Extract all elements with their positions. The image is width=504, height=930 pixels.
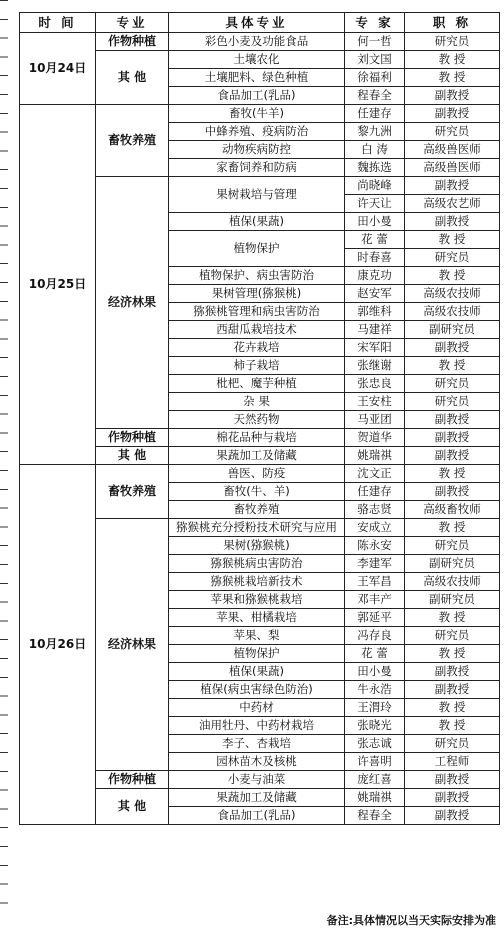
cell-specialty: 中蜂养殖、疫病防治	[169, 123, 345, 141]
cell-specialty: 食品加工(乳品)	[169, 87, 345, 105]
cell-expert: 花 蕾	[345, 231, 405, 249]
cell-expert: 徐福利	[345, 69, 405, 87]
cell-expert: 许喜明	[345, 753, 405, 771]
cell-specialty: 家畜饲养和防病	[169, 159, 345, 177]
table-body	[20, 33, 500, 825]
cell-title: 教 授	[405, 51, 500, 69]
cell-expert: 王渭玲	[345, 699, 405, 717]
cell-specialty: 兽医、防疫	[169, 465, 345, 483]
cell-title: 高级兽医师	[405, 141, 500, 159]
cell-category: 经济林果	[96, 519, 169, 771]
cell-title: 教 授	[405, 69, 500, 87]
header-major: 专业	[96, 13, 169, 33]
cell-title: 研究员	[405, 123, 500, 141]
cell-specialty: 苹果、梨	[169, 627, 345, 645]
cell-expert: 骆志贤	[345, 501, 405, 519]
cell-title: 高级农技师	[405, 303, 500, 321]
cell-title: 研究员	[405, 537, 500, 555]
cell-expert: 邓丰产	[345, 591, 405, 609]
cell-specialty: 枇杷、魔芋种植	[169, 375, 345, 393]
cell-specialty: 果蔬加工及储藏	[169, 789, 345, 807]
cell-title: 教 授	[405, 357, 500, 375]
cell-specialty: 植物保护、病虫害防治	[169, 267, 345, 285]
cell-title: 高级农技师	[405, 285, 500, 303]
footnote: 备注:具体情况以当天实际安排为准	[326, 914, 496, 927]
cell-expert: 李建军	[345, 555, 405, 573]
cell-expert: 程春全	[345, 87, 405, 105]
cell-title: 高级农艺师	[405, 195, 500, 213]
cell-expert: 庞红喜	[345, 771, 405, 789]
cell-specialty: 植物保护	[169, 645, 345, 663]
cell-expert: 宋军阳	[345, 339, 405, 357]
cell-specialty: 园林苗木及核桃	[169, 753, 345, 771]
cell-expert: 赵安军	[345, 285, 405, 303]
cell-specialty: 猕猴桃充分授粉技术研究与应用	[169, 519, 345, 537]
cell-expert: 张继谢	[345, 357, 405, 375]
cell-expert: 尚晓峰	[345, 177, 405, 195]
cell-specialty: 果树栽培与管理	[169, 177, 345, 213]
table-row	[20, 465, 500, 483]
cell-title: 副教授	[405, 411, 500, 429]
cell-expert: 时春喜	[345, 249, 405, 267]
cell-specialty: 猕猴桃栽培新技术	[169, 573, 345, 591]
cell-title: 副教授	[405, 771, 500, 789]
header-title: 职 称	[405, 13, 500, 33]
cell-category: 作物种植	[96, 429, 169, 447]
cell-expert: 康克功	[345, 267, 405, 285]
cell-expert: 刘文国	[345, 51, 405, 69]
cell-expert: 任建存	[345, 483, 405, 501]
cell-specialty: 土壤肥料、绿色种植	[169, 69, 345, 87]
cell-expert: 张忠良	[345, 375, 405, 393]
header-time: 时 间	[20, 13, 96, 33]
cell-title: 副教授	[405, 681, 500, 699]
cell-expert: 许天让	[345, 195, 405, 213]
cell-specialty: 苹果、柑橘栽培	[169, 609, 345, 627]
cell-title: 研究员	[405, 375, 500, 393]
cell-specialty: 猕猴桃管理和病虫害防治	[169, 303, 345, 321]
cell-title: 教 授	[405, 717, 500, 735]
cell-expert: 白 涛	[345, 141, 405, 159]
cell-expert: 黎九洲	[345, 123, 405, 141]
cell-title: 教 授	[405, 231, 500, 249]
cell-date: 10月24日	[20, 33, 96, 105]
cell-expert: 田小曼	[345, 213, 405, 231]
cell-expert: 陈永安	[345, 537, 405, 555]
cell-title: 教 授	[405, 609, 500, 627]
cell-expert: 马建祥	[345, 321, 405, 339]
cell-title: 研究员	[405, 249, 500, 267]
table-row	[20, 105, 500, 123]
cell-title: 研究员	[405, 33, 500, 51]
cell-date: 10月26日	[20, 465, 96, 825]
cell-specialty: 畜牧(牛羊)	[169, 105, 345, 123]
cell-category: 其 他	[96, 51, 169, 105]
cell-title: 副教授	[405, 177, 500, 195]
cell-specialty: 植保(果蔬)	[169, 663, 345, 681]
cell-specialty: 天然药物	[169, 411, 345, 429]
cell-category: 经济林果	[96, 177, 169, 429]
cell-title: 工程师	[405, 753, 500, 771]
cell-title: 副教授	[405, 339, 500, 357]
cell-category: 畜牧养殖	[96, 105, 169, 177]
cell-category: 畜牧养殖	[96, 465, 169, 519]
cell-expert: 姚瑞祺	[345, 789, 405, 807]
cell-specialty: 果树(猕猴桃)	[169, 537, 345, 555]
cell-expert: 张志诚	[345, 735, 405, 753]
cell-title: 研究员	[405, 627, 500, 645]
cell-specialty: 杂 果	[169, 393, 345, 411]
cell-category: 其 他	[96, 447, 169, 465]
cell-title: 高级畜牧师	[405, 501, 500, 519]
cell-expert: 牛永浩	[345, 681, 405, 699]
cell-specialty: 畜牧(牛、羊)	[169, 483, 345, 501]
cell-expert: 郭维科	[345, 303, 405, 321]
cell-expert: 郭延平	[345, 609, 405, 627]
cell-title: 副研究员	[405, 555, 500, 573]
cell-expert: 王军昌	[345, 573, 405, 591]
cell-title: 副研究员	[405, 321, 500, 339]
cell-specialty: 土壤农化	[169, 51, 345, 69]
cell-title: 副教授	[405, 447, 500, 465]
cell-title: 副教授	[405, 789, 500, 807]
cell-title: 副教授	[405, 87, 500, 105]
cell-specialty: 果蔬加工及储藏	[169, 447, 345, 465]
cell-category: 作物种植	[96, 771, 169, 789]
cell-title: 教 授	[405, 645, 500, 663]
cell-specialty: 食品加工(乳品)	[169, 807, 345, 825]
cell-specialty: 动物疾病防控	[169, 141, 345, 159]
cell-expert: 任建存	[345, 105, 405, 123]
left-edge-lines	[0, 0, 8, 912]
cell-expert: 安成立	[345, 519, 405, 537]
cell-specialty: 彩色小麦及功能食品	[169, 33, 345, 51]
cell-expert: 张晓光	[345, 717, 405, 735]
expert-schedule-table	[19, 12, 500, 825]
cell-specialty: 小麦与油菜	[169, 771, 345, 789]
cell-specialty: 果树管理(猕猴桃)	[169, 285, 345, 303]
cell-title: 副教授	[405, 213, 500, 231]
cell-title: 副教授	[405, 807, 500, 825]
cell-title: 副教授	[405, 663, 500, 681]
cell-expert: 花 蕾	[345, 645, 405, 663]
cell-specialty: 李子、杏栽培	[169, 735, 345, 753]
header-specific: 具体专业	[169, 13, 345, 33]
cell-expert: 冯存良	[345, 627, 405, 645]
cell-expert: 姚瑞祺	[345, 447, 405, 465]
cell-date: 10月25日	[20, 105, 96, 465]
cell-specialty: 猕猴桃病虫害防治	[169, 555, 345, 573]
table-header-row	[20, 13, 500, 33]
cell-category: 作物种植	[96, 33, 169, 51]
cell-title: 高级农技师	[405, 573, 500, 591]
cell-title: 副教授	[405, 483, 500, 501]
cell-title: 教 授	[405, 465, 500, 483]
cell-expert: 魏拣选	[345, 159, 405, 177]
cell-specialty: 西甜瓜栽培技术	[169, 321, 345, 339]
cell-expert: 贺道华	[345, 429, 405, 447]
cell-specialty: 柿子栽培	[169, 357, 345, 375]
cell-specialty: 油用牡丹、中药材栽培	[169, 717, 345, 735]
cell-expert: 田小曼	[345, 663, 405, 681]
cell-specialty: 植保(果蔬)	[169, 213, 345, 231]
cell-expert: 马亚团	[345, 411, 405, 429]
cell-title: 副教授	[405, 429, 500, 447]
cell-title: 教 授	[405, 699, 500, 717]
cell-expert: 王安柱	[345, 393, 405, 411]
cell-title: 副研究员	[405, 591, 500, 609]
cell-expert: 何一哲	[345, 33, 405, 51]
cell-title: 副教授	[405, 105, 500, 123]
cell-title: 研究员	[405, 393, 500, 411]
cell-specialty: 苹果和猕猴桃栽培	[169, 591, 345, 609]
cell-title: 教 授	[405, 267, 500, 285]
cell-specialty: 畜牧养殖	[169, 501, 345, 519]
cell-title: 教 授	[405, 519, 500, 537]
header-expert: 专 家	[345, 13, 405, 33]
cell-title: 研究员	[405, 735, 500, 753]
cell-specialty: 棉花品种与栽培	[169, 429, 345, 447]
cell-category: 其 他	[96, 789, 169, 825]
cell-specialty: 植保(病虫害绿色防治)	[169, 681, 345, 699]
cell-specialty: 中药材	[169, 699, 345, 717]
table-row	[20, 33, 500, 51]
cell-title: 高级兽医师	[405, 159, 500, 177]
cell-specialty: 植物保护	[169, 231, 345, 267]
cell-expert: 程春全	[345, 807, 405, 825]
cell-expert: 沈文正	[345, 465, 405, 483]
cell-specialty: 花卉栽培	[169, 339, 345, 357]
